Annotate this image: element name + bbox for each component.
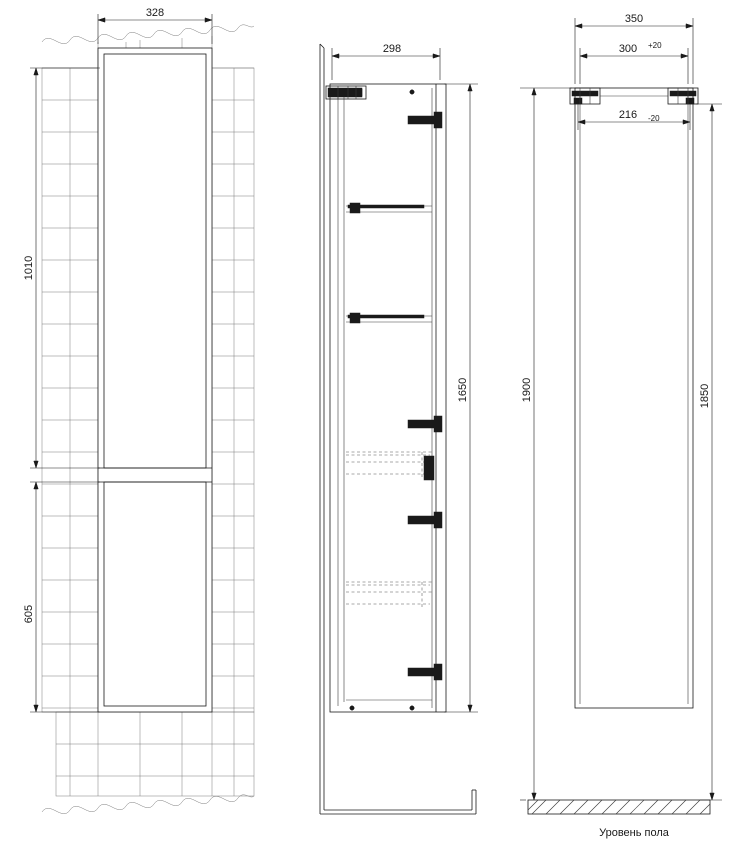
- dim-side-mount-spacing-value: 300: [618, 43, 638, 55]
- dim-section-depth-value: 298: [382, 43, 402, 55]
- dim-section-body-height: [444, 84, 478, 712]
- cabinet-side-body: [575, 88, 693, 708]
- wall-tile-grid-right: [212, 68, 254, 712]
- dim-front-width-value: 328: [145, 7, 165, 19]
- dim-front-upper-door-height: [23, 68, 100, 468]
- cabinet-front-body: [98, 48, 212, 712]
- dim-side-depth-value: 350: [624, 13, 644, 25]
- dim-side-mount-spacing-tolerance: +20: [648, 41, 662, 50]
- wall-tile-grid-bottom: [56, 712, 254, 796]
- dim-section-body-height-value: 1650: [457, 377, 469, 403]
- dim-section-depth: [332, 43, 440, 80]
- wall-tile-grid-left: [42, 68, 98, 712]
- break-line-bottom: [42, 795, 254, 814]
- hinge-3: [350, 313, 360, 323]
- side-view: [520, 13, 722, 839]
- section-view: [320, 43, 478, 814]
- dim-side-body-top-height-value: 1850: [699, 383, 711, 409]
- top-mounting-hardware: [326, 86, 366, 99]
- hinge-7: [424, 456, 434, 480]
- front-view: [23, 7, 254, 814]
- floor-level-hatch: [528, 800, 710, 814]
- dim-side-mount-spacing: [580, 41, 688, 84]
- dim-side-body-top-height: [696, 104, 722, 800]
- hinge-2: [350, 203, 360, 213]
- dim-front-lower-door-height-value: 605: [23, 604, 35, 624]
- dim-side-bracket-spacing-value: 216: [618, 109, 638, 121]
- dim-front-upper-door-height-value: 1010: [23, 255, 35, 281]
- cabinet-section-body: [330, 84, 446, 712]
- floor-level-label: Уровень пола: [599, 827, 669, 839]
- dim-front-lower-door-height: [23, 482, 100, 712]
- dim-side-total-height-value: 1900: [521, 377, 533, 403]
- dim-side-bracket-spacing-tolerance: -20: [648, 114, 660, 123]
- break-line-top: [42, 25, 254, 44]
- dim-side-total-height: [520, 88, 572, 800]
